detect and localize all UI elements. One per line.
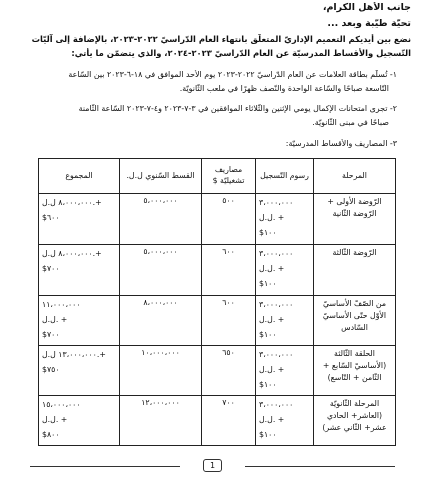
total-cell: ١٣،٠٠٠،٠٠٠ ل.ل.+ $٧٥٠ — [39, 346, 120, 396]
total-cell: ٨،٠٠٠،٠٠٠ ل.ل.+ $٧٠٠ — [39, 245, 120, 296]
annual-fee-cell: ١٢،٠٠٠،٠٠٠ — [120, 396, 202, 446]
intro-line-1: نضع بين أيديكم التعميم الإداريّ المتعلّق بانتهاء العام الدّراسيّ ٢٠٢٢-٢٠٢٣، بالإضافة إلى آليّات — [31, 34, 411, 44]
page-footer — [0, 459, 425, 472]
stage-cell: من الصّفّ الأساسيّ الأوّل حتّى الأساسيّ السّادس — [314, 296, 396, 346]
greeting: تحيّة طيّبة وبعد ... — [327, 18, 411, 29]
salutation: جانب الأهل الكرام، — [322, 2, 411, 13]
item-2-line-2: صباحًا في مبنى الثّانويّة. — [312, 118, 389, 127]
item-1-line-2: التّاسعة صباحًا والسّاعة الواحدة والنّصف ظهرًا في ملعب الثّانويّة. — [179, 84, 389, 93]
annual-fee-cell: ٥،٠٠٠،٠٠٠ — [120, 245, 202, 296]
registration-cell: ٣،٠٠٠،٠٠٠ ل.ل. + $١٠٠ — [256, 245, 314, 296]
annual-fee-cell: ٥،٠٠٠،٠٠٠ — [120, 194, 202, 245]
table-row — [39, 296, 396, 346]
item-1-line-1: ١- تُسلّم بطاقة العلامات عن العام الدّراسيّ ٢٠٢٢-٢٠٢٣ يوم الأحد الموافق في ١٨-٦-٢٠٢٣ بين السّاعة — [68, 70, 397, 79]
annual-fee-cell: ١٠،٠٠٠،٠٠٠ — [120, 346, 202, 396]
header-operating-costs: مصاريف تشغيليّة $ — [202, 159, 256, 194]
stage-cell: الرّوضة الأولى + الرّوضة الثّانية — [314, 194, 396, 245]
total-cell: ١١،٠٠٠،٠٠٠ ل.ل. + $٧٠٠ — [39, 296, 120, 346]
fees-table — [38, 158, 396, 446]
item-3-heading: ٣- المصاريف والأقساط المدرسيّة: — [285, 139, 397, 148]
table-row — [39, 245, 396, 296]
table-row — [39, 194, 396, 245]
footer-rule-left — [30, 466, 180, 467]
annual-fee-cell: ٨،٠٠٠،٠٠٠ — [120, 296, 202, 346]
registration-cell: ٣،٠٠٠،٠٠٠ ل.ل. + $١٠٠ — [256, 396, 314, 446]
operating-cell: ٦٥٠ — [202, 346, 256, 396]
fees-table-header-row — [39, 159, 396, 194]
header-total: المجموع — [39, 159, 120, 194]
page-number: 1 — [203, 459, 222, 472]
item-2-line-1: ٢- تجرى امتحانات الإكمال يومي الإثنين والثّلاثاء الموافقين في ٣-٧-٢٠٢٣ و٤-٧-٢٠٢٣ السّاعة الثّامنة — [78, 104, 397, 113]
operating-cell: ٥٠٠ — [202, 194, 256, 245]
total-cell: ٨،٠٠٠،٠٠٠ ل.ل.+ $٦٠٠ — [39, 194, 120, 245]
registration-cell: ٣،٠٠٠،٠٠٠ ل.ل. + $١٠٠ — [256, 346, 314, 396]
operating-cell: ٦٠٠ — [202, 296, 256, 346]
header-stage: المرحلة — [314, 159, 396, 194]
header-annual-fee: القسط السّنوي ل.ل. — [120, 159, 202, 194]
stage-cell: الحلقة الثّالثة (الأساسيّ السّابع + الثّامن + التّاسع) — [314, 346, 396, 396]
table-row — [39, 346, 396, 396]
intro-line-2: التّسجيل والأقساط المدرسيّة عن العام الدّراسيّ ٢٠٢٣-٢٠٢٤، والذي يتضمّن ما يأتي: — [71, 48, 411, 58]
registration-cell: ٣،٠٠٠،٠٠٠ ل.ل. + $١٠٠ — [256, 194, 314, 245]
header-registration: رسوم التّسجيل — [256, 159, 314, 194]
stage-cell: الرّوضة الثّالثة — [314, 245, 396, 296]
footer-rule-right — [245, 466, 395, 467]
operating-cell: ٧٠٠ — [202, 396, 256, 446]
stage-cell: المرحلة الثّانويّة (العاشر+ الحادي عشر+ الثّاني عشر) — [314, 396, 396, 446]
registration-cell: ٣،٠٠٠،٠٠٠ ل.ل. + $١٠٠ — [256, 296, 314, 346]
total-cell: ١٥،٠٠٠،٠٠٠ ل.ل. + $٨٠٠ — [39, 396, 120, 446]
table-row — [39, 396, 396, 446]
operating-cell: ٦٠٠ — [202, 245, 256, 296]
